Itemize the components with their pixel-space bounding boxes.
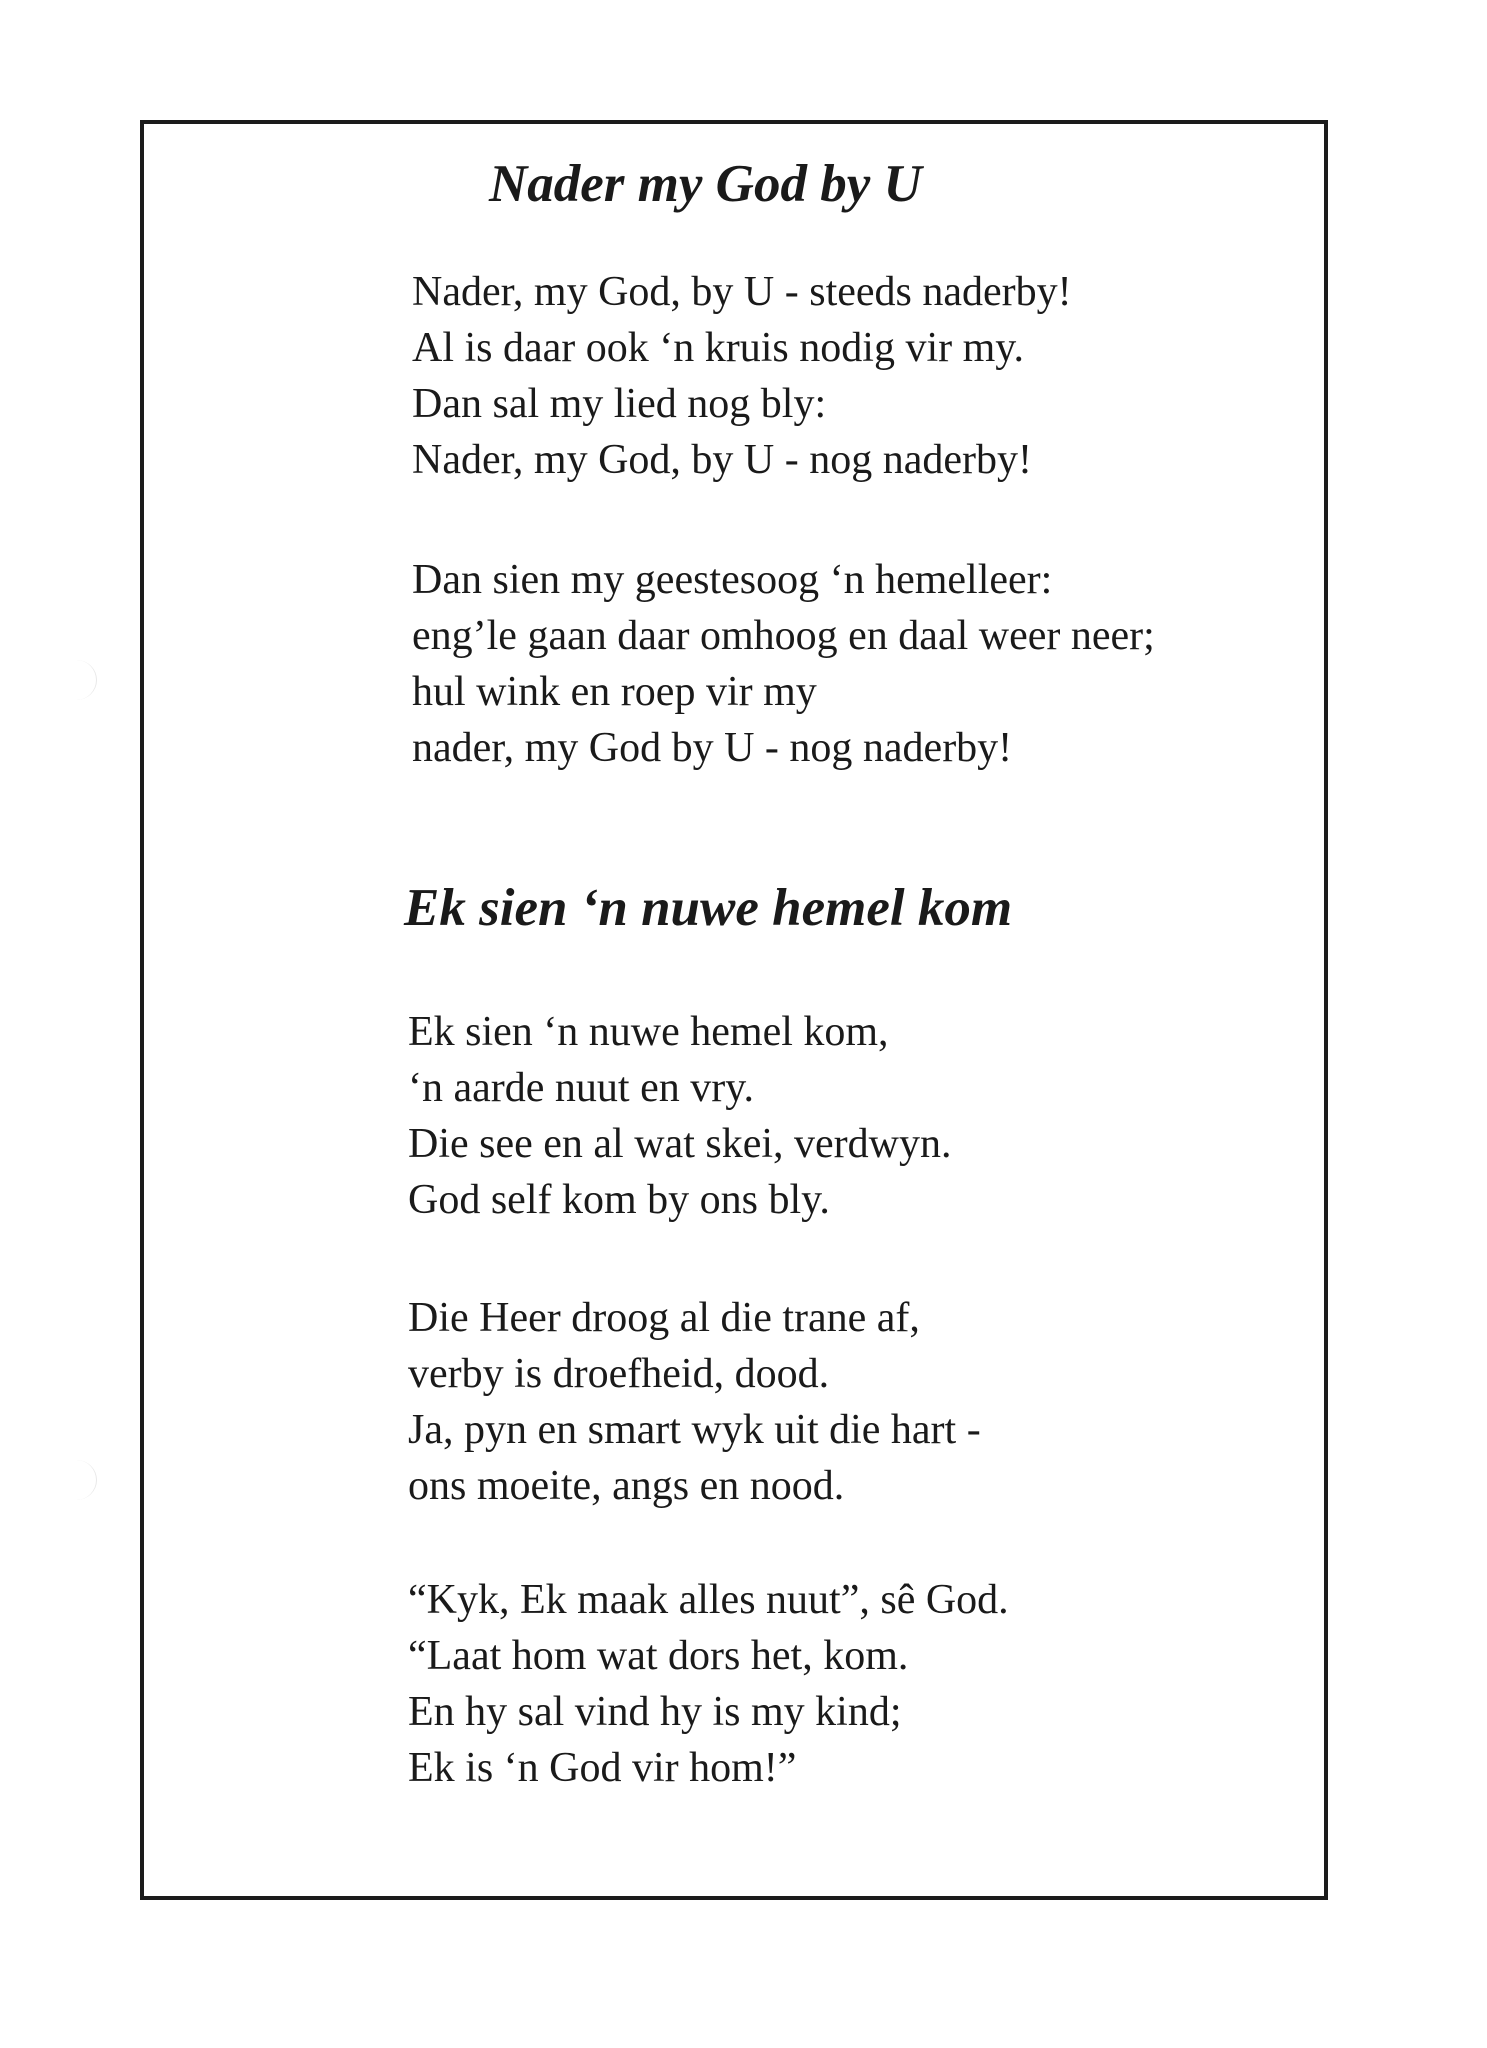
verse-line: eng’le gaan daar omhoog en daal weer neer; — [412, 613, 1155, 659]
verse-line: Ja, pyn en smart wyk uit die hart - — [408, 1407, 981, 1453]
verse-line: Ek is ‘n God vir hom!” — [408, 1745, 797, 1791]
punch-hole-mark — [56, 660, 97, 700]
verse-line: Nader, my God, by U - steeds naderby! — [412, 269, 1072, 315]
verse-line: Die see en al wat skei, verdwyn. — [408, 1121, 952, 1167]
stanza — [408, 1290, 981, 1514]
stanza — [408, 1572, 1009, 1796]
verse-line: Dan sien my geestesoog ‘n hemelleer: — [412, 557, 1053, 603]
verse-line: En hy sal vind hy is my kind; — [408, 1689, 902, 1735]
verse-line: ‘n aarde nuut en vry. — [408, 1065, 754, 1111]
verse-line: God self kom by ons bly. — [408, 1177, 830, 1223]
verse-line: Al is daar ook ‘n kruis nodig vir my. — [412, 325, 1025, 371]
page-frame — [140, 120, 1328, 1900]
verse-line: Nader, my God, by U - nog naderby! — [412, 437, 1032, 483]
verse-line: ons moeite, angs en nood. — [408, 1463, 845, 1509]
stanza — [408, 1004, 951, 1228]
punch-hole-mark — [56, 1460, 97, 1500]
verse-line: verby is droefheid, dood. — [408, 1351, 830, 1397]
verse-line: nader, my God by U - nog naderby! — [412, 725, 1013, 771]
verse-line: “Laat hom wat dors het, kom. — [408, 1633, 909, 1679]
verse-line: hul wink en roep vir my — [412, 669, 817, 715]
song-title: Ek sien ‘n nuwe hemel kom — [404, 879, 1013, 937]
verse-line: “Kyk, Ek maak alles nuut”, sê God. — [408, 1577, 1009, 1623]
verse-line: Ek sien ‘n nuwe hemel kom, — [408, 1009, 889, 1055]
stanza — [412, 552, 1155, 776]
verse-line: Dan sal my lied nog bly: — [412, 381, 827, 427]
stanza — [412, 264, 1072, 488]
song-title: Nader my God by U — [489, 155, 922, 213]
verse-line: Die Heer droog al die trane af, — [408, 1295, 920, 1341]
